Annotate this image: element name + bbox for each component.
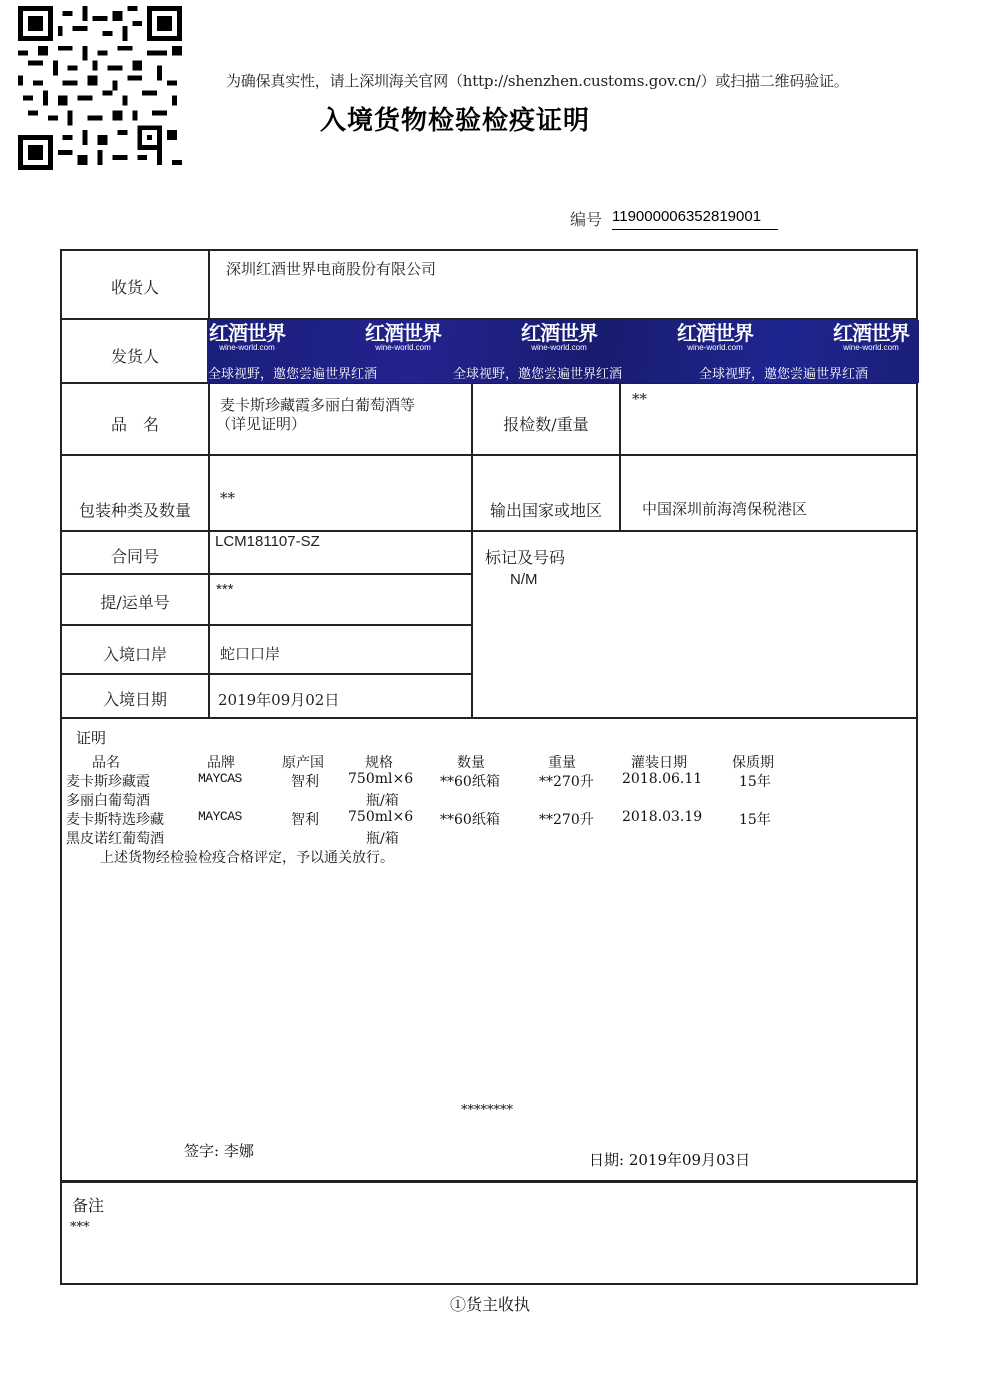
column-header: 灌装日期: [631, 755, 687, 771]
item-shelf-life: 15年: [739, 774, 771, 790]
item-fill-date: 2018.03.19: [622, 809, 703, 825]
document-title: 入境货物检验检疫证明: [320, 106, 591, 136]
banner-logo-text: 红酒世界: [677, 321, 753, 345]
item-brand: MAYCAS: [198, 809, 242, 824]
contract-value: LCM181107-SZ: [215, 533, 320, 550]
banner-logo: [209, 322, 285, 352]
item-origin: 智利: [291, 774, 319, 790]
item-shelf-life: 15年: [739, 812, 771, 828]
footer-copy-label: ①货主收执: [450, 1295, 531, 1314]
column-header: 保质期: [732, 755, 774, 771]
contract-label: 合同号: [110, 547, 159, 566]
consignee-value: 深圳红酒世界电商股份有限公司: [226, 260, 437, 278]
banner-logo-text: 红酒世界: [365, 321, 441, 345]
signature: 签字: 李娜: [184, 1142, 254, 1160]
column-header: 品牌: [207, 755, 235, 771]
quantity-weight-value: **: [632, 390, 647, 408]
banner-logo: [677, 322, 753, 352]
item-quantity: **60纸箱: [440, 774, 500, 790]
column-header: 重量: [548, 755, 576, 771]
marks-value: N/M: [510, 571, 538, 588]
banner-logo-text: 红酒世界: [209, 321, 285, 345]
banner-slogan: 全球视野，邀您尝遍世界红酒: [699, 367, 869, 382]
item-quantity: **60纸箱: [440, 812, 500, 828]
item-fill-date: 2018.06.11: [622, 771, 703, 787]
item-name-line1: 麦卡斯珍藏霞: [66, 774, 150, 790]
origin-country-value: 中国深圳前海湾保税港区: [642, 500, 808, 518]
bill-of-lading-label: 提/运单号: [100, 593, 170, 612]
banner-logo: [833, 322, 909, 352]
certificate-label: 证明: [76, 729, 107, 747]
product-name-value-line2: （详见证明）: [216, 415, 307, 433]
bill-of-lading-value: ***: [216, 581, 234, 598]
item-weight: **270升: [539, 812, 594, 828]
banner-logo-url: wine-world.com: [375, 343, 431, 352]
item-spec-line1: 750ml×6: [348, 771, 414, 787]
banner-logo-url: wine-world.com: [531, 343, 587, 352]
consignor-label: 发货人: [110, 347, 159, 366]
banner-logo-url: wine-world.com: [687, 343, 743, 352]
item-spec-line2: 瓶/箱: [366, 793, 399, 809]
entry-date-value: 2019年09月02日: [218, 691, 340, 709]
quantity-weight-label: 报检数/重量: [503, 415, 589, 434]
product-name-label: 品 名: [110, 415, 159, 434]
issue-date: 日期: 2019年09月03日: [589, 1151, 751, 1169]
item-weight: **270升: [539, 774, 594, 790]
origin-country-label: 输出国家或地区: [489, 501, 602, 520]
banner-logo-text: 红酒世界: [521, 321, 597, 345]
remarks-value: ***: [70, 1220, 90, 1235]
column-header: 原产国: [282, 755, 324, 771]
item-name-line2: 多丽白葡萄酒: [66, 793, 150, 809]
banner-logo-url: wine-world.com: [219, 343, 275, 352]
product-name-value-line1: 麦卡斯珍藏霞多丽白葡萄酒等: [220, 396, 416, 414]
banner-logo-text: 红酒世界: [833, 321, 909, 345]
banner-logo-url: wine-world.com: [843, 343, 899, 352]
banner-slogan: 全球视野，邀您尝遍世界红酒: [453, 367, 623, 382]
entry-date-label: 入境日期: [102, 690, 167, 709]
column-header: 规格: [365, 755, 393, 771]
item-origin: 智利: [291, 812, 319, 828]
item-spec-line1: 750ml×6: [348, 809, 414, 825]
item-brand: MAYCAS: [198, 771, 242, 786]
item-name-line1: 麦卡斯特选珍藏: [66, 812, 164, 828]
serial-number-label: 编号: [570, 210, 603, 229]
marks-label: 标记及号码: [485, 548, 566, 567]
qr-code-icon: [18, 6, 182, 170]
column-header: 数量: [457, 755, 485, 771]
packaging-label: 包装种类及数量: [78, 501, 191, 520]
column-header: 品名: [92, 755, 120, 771]
certificate-conclusion: 上述货物经检验检疫合格评定，予以通关放行。: [100, 850, 394, 866]
serial-number-value: 119000006352819001: [612, 208, 778, 230]
redacted-stamp: ********: [461, 1103, 513, 1118]
verification-notice: 为确保真实性，请上深圳海关官网（http://shenzhen.customs.gov.cn/）或扫描二维码验证。: [226, 72, 849, 90]
banner-logo: [365, 322, 441, 352]
item-spec-line2: 瓶/箱: [366, 831, 399, 847]
banner-slogan: 全球视野，邀您尝遍世界红酒: [208, 367, 378, 382]
item-name-line2: 黑皮诺红葡萄酒: [66, 831, 164, 847]
remarks-label: 备注: [72, 1196, 105, 1215]
wine-world-ad-banner: [207, 320, 919, 383]
banner-logo: [521, 322, 597, 352]
consignee-label: 收货人: [110, 278, 159, 297]
packaging-value: **: [220, 489, 235, 507]
entry-port-value: 蛇口口岸: [220, 645, 281, 663]
entry-port-label: 入境口岸: [102, 645, 167, 664]
